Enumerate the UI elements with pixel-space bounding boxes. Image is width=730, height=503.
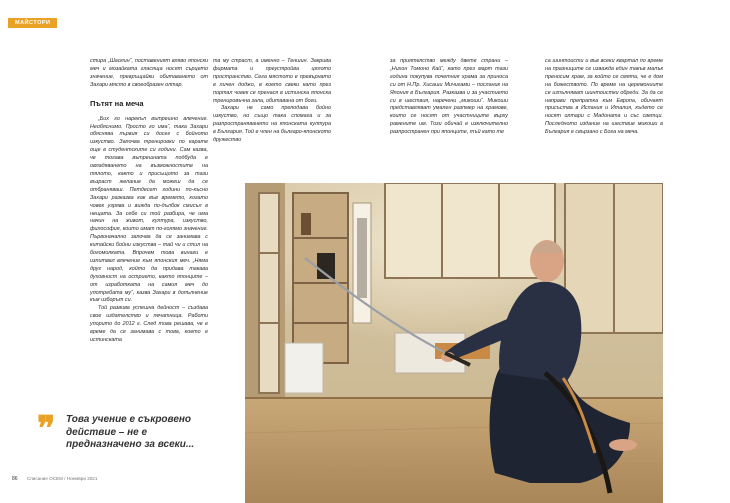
paragraph: са шинтоисти и във всеки квартал по време на празниците се изважда един такъв малък преносим храм, за който се смята, че е дом на божеството. По време на церемониите се изпълняват шинтоистки обреди. За да се направи препратка към Европа, обичаят присъства в Испания и Италия, където се носят олтари с Мадоната и със светци. Последното издание на шествие микоши в България е свързано с Бога на меча. [545, 58, 663, 136]
dojo-photo [245, 183, 663, 503]
text-column-2 [213, 58, 331, 145]
text-column-3 [390, 58, 508, 137]
page-number: 86 [12, 476, 18, 482]
paragraph: та му страст, а именно – Теншин. Закрива фирмата и преустройва цялото пространство. Сега мястото е превърнато в личен доджо, в което свеки като през портал човек се пренася в истинска японска тренировъчна зала, обитавана от боги. [213, 58, 331, 104]
text-column-4 [545, 58, 663, 137]
pull-quote: Това учение е съкровено действие – не е предназначено за всеки... [66, 414, 195, 450]
section-tag: МАЙСТОРИ [8, 18, 57, 28]
paragraph: Той развива успешна дейност – създава свое издателство и печатница. Работи упорито до 2012 г. След това решава, че е време да се занимава с това, което е истинската [90, 305, 208, 343]
subheading: Пътят на меча [90, 98, 144, 108]
quote-mark-icon: ❞ [37, 409, 56, 449]
text-column-1 [90, 58, 208, 345]
footer-text: Списание ОСЕМ / Ноември 2021 [27, 476, 98, 481]
paragraph: за приятелство между двете страни – „Нихон Томоно Кай“, като през март тази година покупува почетния храма за приноса си от Н.Пр. Хисаши Мичигами – посланик на Япония в България. Разказва и за участието си в шествия, наречени „микоши“. Микоши представляват умален разпмер на храмове, които се носят от участниците върху рамените им. Този обичай е изключително разпространен при японците, тъй като те [390, 58, 508, 136]
paragraph: стира „Шаолин“, поставеният вляво японски меч и мозайката гласяща носят сърцето значение, превръщайки обитаването от Захари място в своеобразен олтар. [90, 58, 208, 88]
paragraph: Захари не само преподава бойно изкуство, но също така спомага и за разпространяването на японската култура в България. Той е член на българо-японското дружество [213, 105, 331, 144]
paragraph: „Бих го нарекъл вътрешно влечение. Необяснимо. Просто го има“, така Захари обяснява първия си досег с бойното изкуство. Започва тренировки по карате още в студентските си години. Сам казва, че тогава вътрешната подбуда е овладяването на възможностите на тялото, както и присъщото за тази възраст желание да можеш да се отбраняваш. Петдесет години по-късно Захари разказва как във времето, когато човек узрява и вижда по-дълбок смисъл в нещата. За себе си той разбира, че има начин на живот, култура, изкуство, философия, които имат по-голямо значение. Първоначално започва да се занимава с китайски бойни изкуства – тай чи и стил на богомолката. Впрочем това винаги е изпитвал влечение към японския меч. „Няма друг народ, който да придава такава духовност на острието, както японците – от изработката на самия меч до употребата му“, казва Захари в допълнение към изборът си. [90, 115, 208, 304]
